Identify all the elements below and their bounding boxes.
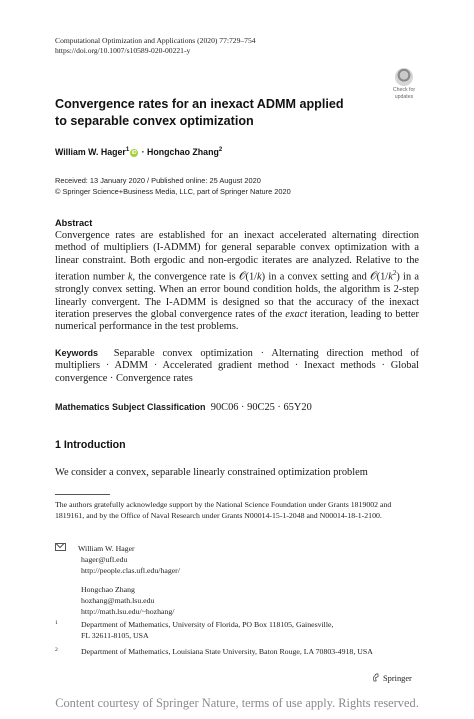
affiliation — [55, 645, 419, 657]
msc-codes: 90C06 · 90C25 · 65Y20 — [210, 402, 312, 413]
author-name: William W. Hager — [78, 544, 135, 553]
msc-label: Mathematics Subject Classification — [55, 402, 206, 412]
abstract-text-part: Convergence rates are established for an inexact accelerated alternating direction method of multipliers (I-ADMM) for general separable convex optimization with a linear constraint. Both ergodic and non-ergodic iterates are analyzed. Relative to the iteration number — [55, 230, 419, 283]
math-variable: k — [388, 271, 393, 283]
author-email[interactable]: hozhang@math.lsu.edu — [81, 596, 155, 605]
author-name[interactable]: William W. Hager — [55, 147, 126, 157]
abstract-heading: Abstract — [55, 218, 93, 228]
springer-horse-icon — [372, 673, 380, 682]
crossmark-icon — [395, 68, 413, 86]
msc-block — [55, 402, 312, 413]
footnote-divider — [55, 494, 110, 495]
copyright-watermark: Content courtesy of Springer Nature, terms of use apply. Rights reserved. — [55, 696, 419, 710]
affiliation — [55, 618, 419, 641]
doi-link[interactable]: https://doi.org/10.1007/s10589-020-00221-y — [55, 46, 191, 55]
abstract-text-part: in a convex setting and — [265, 271, 371, 283]
affiliation-marker: 1 — [125, 147, 130, 154]
abstract-text-part: , the convergence rate is — [132, 271, 239, 283]
correspondence-block — [55, 543, 180, 617]
crossmark-badge[interactable] — [389, 68, 419, 102]
envelope-icon — [55, 543, 66, 551]
paper-title — [55, 96, 385, 130]
author-homepage[interactable]: http://math.lsu.edu/~hozhang/ — [81, 607, 175, 616]
paper-title-line1: Convergence rates for an inexact ADMM applied — [55, 97, 344, 111]
section-body: We consider a convex, separable linearly constrained optimization problem — [55, 467, 368, 478]
publication-dates: Received: 13 January 2020 / Published online: 25 August 2020 — [55, 176, 261, 185]
publisher-logo — [372, 673, 412, 683]
keywords-label: Keywords — [55, 348, 99, 358]
keywords-list: Separable convex optimization · Alternating direction method of multipliers · ADMM · Accelerated gradient method · Inexact methods · Global convergence · Convergence rates — [55, 348, 419, 384]
section-heading: 1 Introduction — [55, 439, 126, 451]
copyright-notice: © Springer Science+Business Media, LLC, part of Springer Nature 2020 — [55, 187, 291, 196]
keywords-block — [55, 347, 419, 385]
abstract-text-part: iteration, leading to better numerical performance in the test problems. — [55, 308, 420, 333]
math-variable: k — [127, 271, 133, 283]
math-expression: 𝒪(1/ — [238, 271, 258, 283]
journal-citation: Computational Optimization and Applications (2020) 77:729–754 — [55, 36, 256, 45]
abstract-text-part: in a strongly convex setting. When an error bound condition holds, the algorithm is 2-step linearly convergent. The I-ADMM is designed so that the accuracy of the inexact iteration preserves the global convergence rates of the — [55, 271, 420, 320]
crossmark-label-line2: updates — [394, 94, 414, 100]
crossmark-label-line1: Check for — [392, 87, 416, 93]
orcid-icon[interactable]: iD — [131, 150, 137, 156]
affiliation-number: 1 — [55, 620, 58, 626]
author-name: Hongchao Zhang — [81, 585, 135, 594]
affiliation-text: Department of Mathematics, Louisiana State University, Baton Rouge, LA 70803-4918, USA — [81, 647, 373, 656]
abstract-body — [55, 230, 419, 334]
math-expression: 𝒪(1/ — [370, 271, 389, 283]
author-name[interactable]: Hongchao Zhang — [146, 147, 219, 157]
author-email[interactable]: hager@ufl.edu — [81, 555, 128, 564]
acknowledgment-footnote: The authors gratefully acknowledge support by the National Science Foundation under Grants 1819002 and 1819161, and by the Office of Naval Research under Grants N00014-15-1-2048 and N00014-18-1-2100. — [55, 500, 392, 520]
author-separator: · — [139, 147, 147, 157]
emphasis-text: exact — [285, 308, 308, 320]
affiliation-text: FL 32611-8105, USA — [81, 631, 149, 640]
math-expression: ) — [396, 271, 400, 283]
math-variable: k — [257, 271, 262, 283]
math-expression: ) — [261, 271, 266, 283]
author-list — [55, 147, 222, 157]
author-homepage[interactable]: http://people.clas.ufl.edu/hager/ — [81, 566, 180, 575]
affiliation-text: Department of Mathematics, University of Florida, PO Box 118105, Gainesville, — [81, 620, 334, 629]
math-exponent: 2 — [392, 269, 397, 278]
affiliation-marker: 2 — [218, 147, 223, 154]
publisher-name: Springer — [383, 674, 412, 683]
paper-title-line2: to separable convex optimization — [55, 114, 254, 128]
affiliation-number: 2 — [55, 647, 58, 653]
